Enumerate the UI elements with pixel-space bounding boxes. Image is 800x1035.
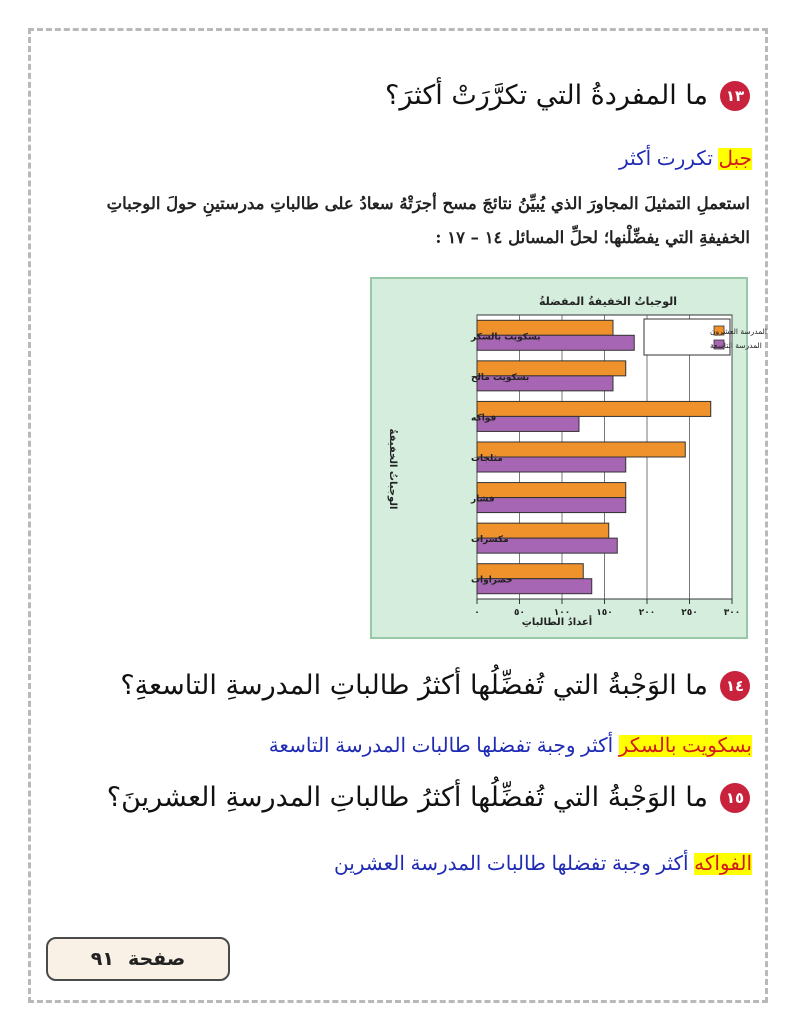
intro-line-2: الخفيفةِ التي يفضِّلْنها؛ لحلِّ المسائل ١٤ – ١٧ : xyxy=(435,228,750,247)
category-label: خضراوات xyxy=(471,575,513,586)
x-tick-label: ١٥٠ xyxy=(596,608,613,618)
answer-13 xyxy=(619,146,752,171)
question-number-badge: ١٥ xyxy=(720,783,750,813)
category-label: بسكويت بالسكر xyxy=(471,332,541,343)
question-text: ما المفردةُ التي تكرَّرَتْ أكثرَ؟ xyxy=(385,80,708,111)
answer-15 xyxy=(334,851,752,876)
answer-highlight: الفواكه xyxy=(694,853,752,875)
x-tick-label: ٢٥٠ xyxy=(681,608,698,618)
page-number: ٩١ xyxy=(90,948,114,970)
snacks-chart xyxy=(370,277,767,639)
x-tick-label: ٠ xyxy=(474,608,480,618)
question-number-badge: ١٤ xyxy=(720,671,750,701)
chart-x-axis-label: أعدادُ الطالباتِ xyxy=(521,617,593,628)
x-tick-label: ٢٠٠ xyxy=(638,608,656,618)
question-13 xyxy=(385,80,750,111)
page-number-label xyxy=(46,937,230,981)
category-label: مثلجات xyxy=(471,454,503,464)
question-text: ما الوَجْبةُ التي تُفضِّلُها أكثرُ طالباتِ المدرسةِ التاسعةِ؟ xyxy=(120,670,708,701)
x-tick-label: ١٠٠ xyxy=(553,608,571,618)
x-tick-label: ٥٠ xyxy=(514,608,525,618)
question-text: ما الوَجْبةُ التي تُفضِّلُها أكثرُ طالباتِ المدرسةِ العشرينَ؟ xyxy=(106,782,708,813)
chart-canvas xyxy=(372,279,767,637)
bar xyxy=(477,498,626,513)
answer-highlight: بسكويت بالسكر xyxy=(618,735,752,757)
answer-text: أكثر وجبة تفضلها طالبات المدرسة التاسعة xyxy=(268,735,614,757)
page-word: صفحة xyxy=(127,948,186,970)
legend-label: المدرسة التاسعة xyxy=(710,341,762,350)
chart-title: الوجباتُ الخفيفةُ المفضلةُ xyxy=(538,295,678,308)
question-15 xyxy=(107,782,750,813)
chart-y-axis-label: الوجباتُ الخفيفةُ xyxy=(387,428,398,510)
intro-paragraph xyxy=(50,187,750,255)
answer-highlight: جبل xyxy=(718,148,752,170)
answer-text: أكثر وجبة تفضلها طالبات المدرسة العشرين xyxy=(333,853,689,875)
question-number-badge: ١٣ xyxy=(720,81,750,111)
question-14 xyxy=(120,670,750,701)
bar xyxy=(477,483,626,498)
category-label: بسكويت مالح xyxy=(471,372,530,383)
bar xyxy=(477,401,711,416)
category-label: مكسرات xyxy=(471,535,509,546)
category-label: فشار xyxy=(471,494,495,505)
category-label: فواكه xyxy=(471,413,497,424)
intro-line-1: استعملِ التمثيلَ المجاورَ الذي يُبيِّنُ نتائجَ مسح أجرَتْهُ سعادُ على طالباتِ مدرستينِ حولَ الوجباتِ xyxy=(106,194,750,213)
bar xyxy=(477,442,685,457)
answer-14 xyxy=(269,733,752,758)
answer-text: تكررت أكثر xyxy=(619,148,713,170)
legend-label: المدرسة العشرون xyxy=(710,327,767,336)
x-tick-label: ٣٠٠ xyxy=(723,608,741,618)
